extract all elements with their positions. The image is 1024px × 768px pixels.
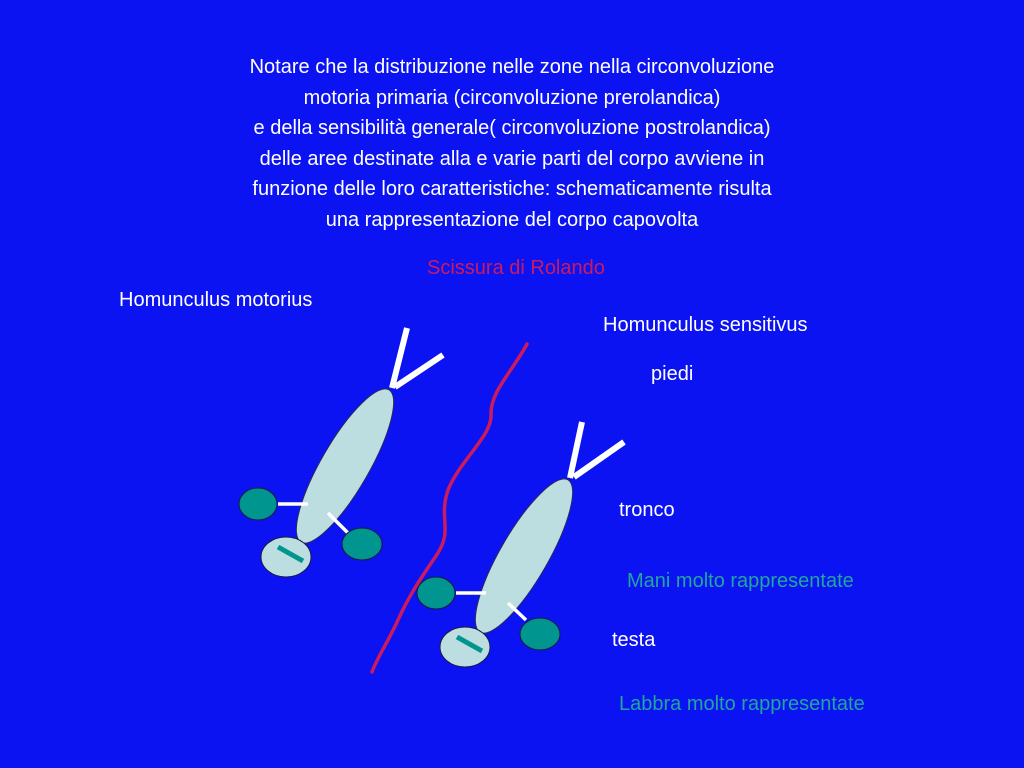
motor-homunculus-figure [239, 328, 443, 577]
sensory-hand-left [417, 577, 455, 609]
motor-hand-right [342, 528, 382, 560]
trunk-label: tronco [619, 499, 675, 521]
intro-line: funzione delle loro caratteristiche: schematicamente risulta [252, 178, 772, 200]
sensory-hand-right [520, 618, 560, 650]
feet-label: piedi [651, 363, 694, 385]
hands-label: Mani molto rappresentate [627, 570, 854, 592]
intro-line: e della sensibilità generale( circonvoluzione postrolandica) [253, 117, 771, 139]
sensory-head [440, 627, 490, 667]
head-label: testa [612, 629, 656, 651]
motor-head [261, 537, 311, 577]
intro-line: una rappresentazione del corpo capovolta [325, 208, 699, 231]
intro-line: motoria primaria (circonvoluzione prerolandica) [303, 86, 721, 109]
sensory-homunculus-label: Homunculus sensitivus [603, 314, 808, 336]
fissure-label: Scissura di Rolando [427, 257, 605, 279]
motor-homunculus-label: Homunculus motorius [119, 289, 313, 311]
rolandic-fissure-line [372, 344, 527, 672]
motor-leg-right [395, 355, 443, 387]
intro-line: delle aree destinate alla e varie parti del corpo avviene in [259, 147, 765, 170]
intro-line: Notare che la distribuzione nelle zone nella circonvoluzione [249, 56, 775, 78]
lips-label: Labbra molto rappresentate [619, 693, 865, 715]
motor-hand-left [239, 488, 277, 520]
sensory-homunculus-figure [417, 422, 624, 667]
sensory-leg-right [574, 442, 624, 477]
